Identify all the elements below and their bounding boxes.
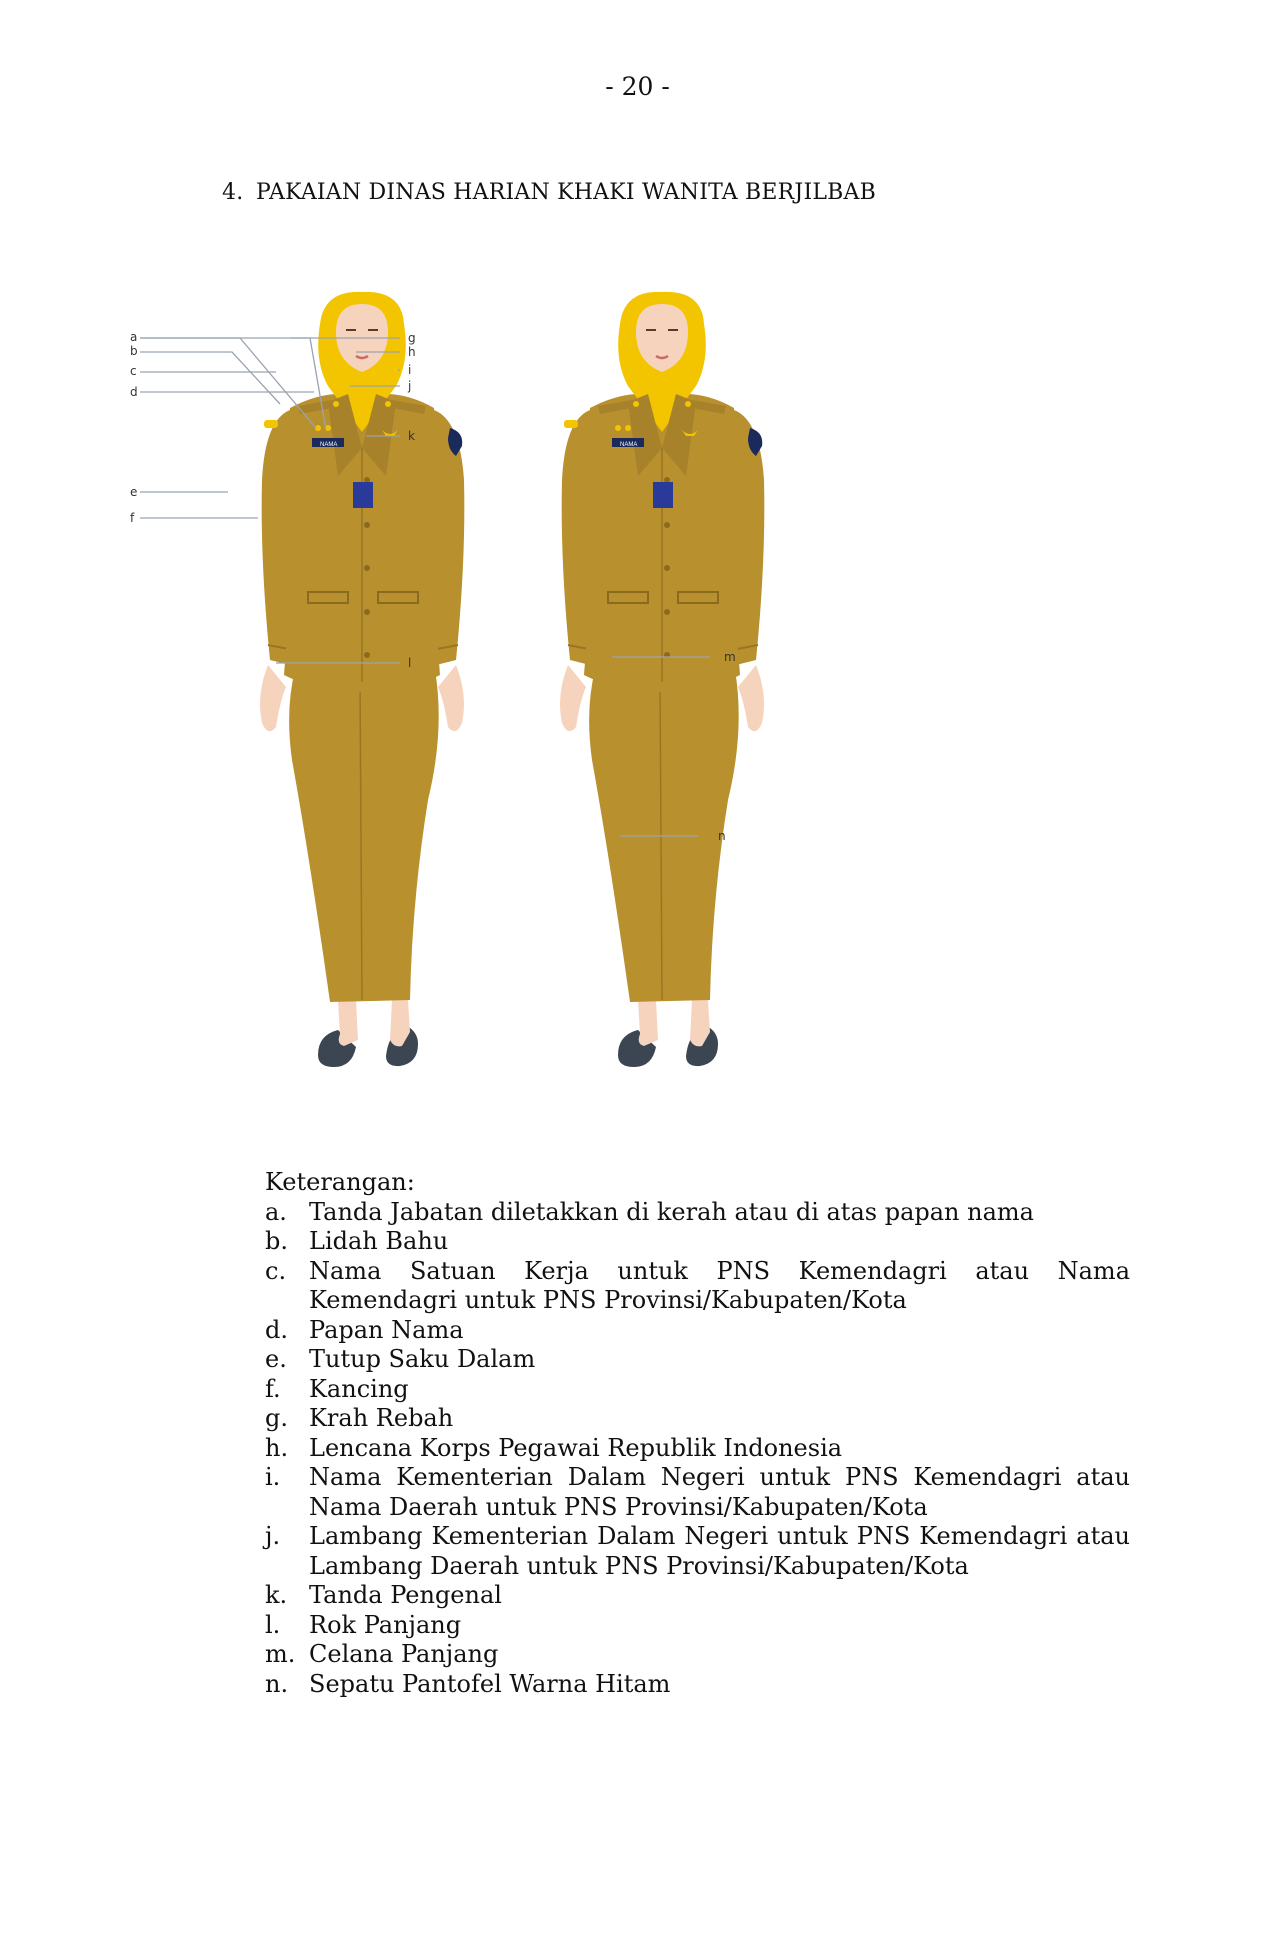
callout-j: j bbox=[408, 379, 412, 393]
legend-text: Celana Panjang bbox=[309, 1640, 499, 1668]
callout-b: b bbox=[130, 344, 138, 358]
legend-letter: e. bbox=[265, 1345, 287, 1373]
legend-text: Tanda Pengenal bbox=[309, 1581, 502, 1609]
legend-letter: f. bbox=[265, 1374, 281, 1403]
legend-text: Papan Nama bbox=[309, 1315, 464, 1344]
name-badge-label-2: NAMA bbox=[620, 442, 638, 448]
uniform-illustration bbox=[130, 300, 950, 1090]
callout-m: m bbox=[724, 650, 736, 664]
legend-item bbox=[265, 1345, 1130, 1375]
legend-letter: j. bbox=[265, 1522, 281, 1550]
legend-item bbox=[265, 1198, 1130, 1228]
legend-letter: n. bbox=[265, 1669, 289, 1698]
page-number: - 20 - bbox=[605, 72, 670, 101]
callout-l: l bbox=[408, 656, 412, 670]
figure-trousers bbox=[560, 292, 764, 1067]
legend-letter: i. bbox=[265, 1463, 281, 1491]
legend-item bbox=[265, 1404, 1130, 1434]
section-title-text: PAKAIAN DINAS HARIAN KHAKI WANITA BERJILBAB bbox=[256, 180, 876, 205]
legend bbox=[265, 1168, 1130, 1699]
legend-letter: c. bbox=[265, 1256, 287, 1285]
legend-item bbox=[265, 1640, 1130, 1670]
uniform-illustration-svg bbox=[130, 300, 950, 1090]
legend-item bbox=[265, 1611, 1130, 1641]
callout-f: f bbox=[130, 511, 135, 525]
callout-n: n bbox=[718, 829, 726, 843]
legend-heading: Keterangan: bbox=[265, 1168, 415, 1196]
legend-item bbox=[265, 1670, 1130, 1700]
callout-k: k bbox=[408, 429, 415, 443]
legend-item bbox=[265, 1581, 1130, 1611]
legend-text: Tanda Jabatan diletakkan di kerah atau di atas papan nama bbox=[309, 1197, 1034, 1226]
callout-e: e bbox=[130, 485, 138, 499]
legend-list bbox=[265, 1198, 1130, 1700]
legend-text: Krah Rebah bbox=[309, 1404, 454, 1432]
section-number: 4. bbox=[222, 180, 244, 205]
legend-letter: a. bbox=[265, 1197, 287, 1226]
legend-letter: g. bbox=[265, 1404, 288, 1432]
legend-item bbox=[265, 1316, 1130, 1346]
legend-text: Nama Kementerian Dalam Negeri untuk PNS Kemendagri atau Nama Daerah untuk PNS Provinsi/Kabupaten/Kota bbox=[309, 1463, 1130, 1521]
callout-h: h bbox=[408, 345, 416, 359]
legend-letter: h. bbox=[265, 1433, 289, 1462]
legend-letter: l. bbox=[265, 1610, 281, 1639]
callout-g: g bbox=[408, 331, 416, 345]
figure-skirt bbox=[260, 292, 464, 1067]
legend-text: Lidah Bahu bbox=[309, 1227, 449, 1255]
callout-i: i bbox=[408, 363, 412, 377]
legend-text: Tutup Saku Dalam bbox=[309, 1345, 536, 1373]
callout-d: d bbox=[130, 385, 138, 399]
legend-letter: b. bbox=[265, 1227, 288, 1255]
name-badge-label: NAMA bbox=[320, 442, 338, 448]
legend-text: Sepatu Pantofel Warna Hitam bbox=[309, 1669, 671, 1698]
legend-letter: d. bbox=[265, 1315, 288, 1344]
legend-text: Lencana Korps Pegawai Republik Indonesia bbox=[309, 1433, 843, 1462]
legend-letter: k. bbox=[265, 1581, 288, 1609]
callout-c: c bbox=[130, 364, 137, 378]
legend-item bbox=[265, 1522, 1130, 1581]
legend-item bbox=[265, 1257, 1130, 1316]
legend-item bbox=[265, 1227, 1130, 1257]
callout-a: a bbox=[130, 330, 138, 344]
section-title bbox=[222, 180, 876, 205]
legend-text: Nama Satuan Kerja untuk PNS Kemendagri atau Nama Kemendagri untuk PNS Provinsi/Kabupaten/Kota bbox=[309, 1256, 1130, 1314]
legend-text: Lambang Kementerian Dalam Negeri untuk PNS Kemendagri atau Lambang Daerah untuk PNS Provinsi/Kabupaten/Kota bbox=[309, 1522, 1130, 1580]
legend-item bbox=[265, 1434, 1130, 1464]
legend-text: Rok Panjang bbox=[309, 1610, 462, 1639]
legend-item bbox=[265, 1375, 1130, 1405]
legend-text: Kancing bbox=[309, 1374, 409, 1403]
legend-item bbox=[265, 1463, 1130, 1522]
legend-letter: m. bbox=[265, 1640, 296, 1668]
